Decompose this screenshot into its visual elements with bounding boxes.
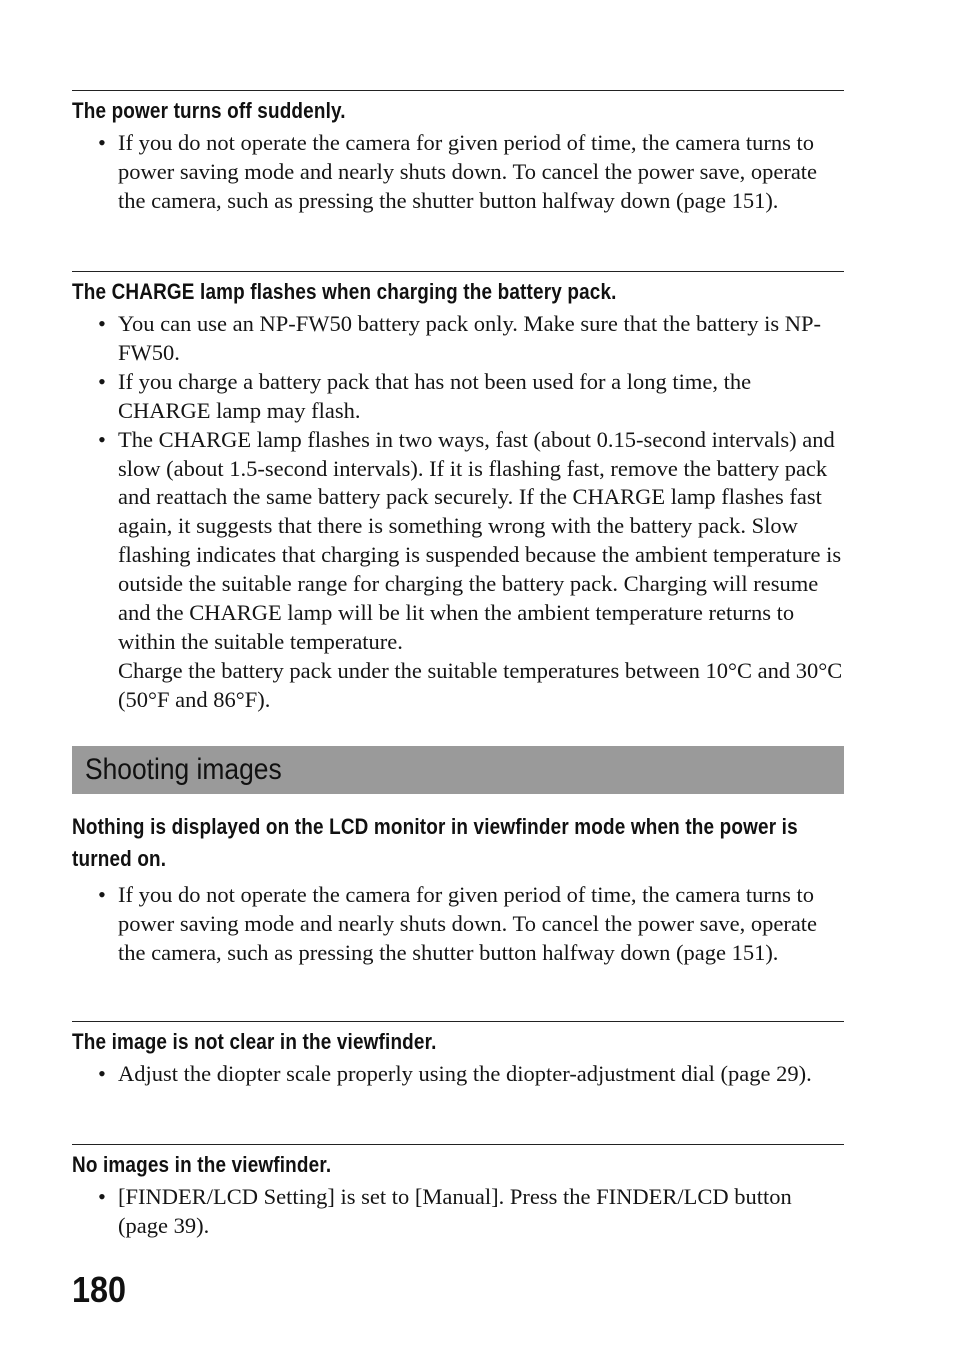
list-item bbox=[72, 1183, 844, 1241]
banner-title: Shooting images bbox=[85, 753, 282, 786]
list-item bbox=[72, 368, 844, 426]
section-charge-lamp bbox=[72, 271, 844, 715]
list-item-text: If you do not operate the camera for given period of time, the camera turns to power saving mode and nearly shuts down. To cancel the power save, operate the camera, such as pressing the shutter button halfway down (page 151). bbox=[118, 130, 818, 213]
list-item-text: [FINDER/LCD Setting] is set to [Manual]. Press the FINDER/LCD button (page 39). bbox=[118, 1184, 792, 1238]
list-item-text: If you do not operate the camera for given period of time, the camera turns to power saving mode and nearly shuts down. To cancel the power save, operate the camera, such as pressing the shutter button halfway down (page 151). bbox=[118, 882, 818, 965]
list-item-text: Adjust the diopter scale properly using the diopter-adjustment dial (page 29). bbox=[118, 1061, 812, 1086]
section-power-off bbox=[72, 90, 844, 216]
bullet-icon: • bbox=[98, 426, 106, 452]
bullet-list bbox=[72, 1183, 844, 1241]
section-lcd-nothing-displayed bbox=[72, 811, 844, 968]
chapter-banner bbox=[72, 746, 844, 794]
section-rule bbox=[72, 90, 844, 91]
bullet-icon: • bbox=[98, 1061, 106, 1086]
list-item bbox=[72, 881, 844, 968]
bullet-list bbox=[72, 881, 844, 968]
list-item-text: The CHARGE lamp flashes in two ways, fast (about 0.15-second intervals) and slow (about 1.5-second intervals). If it is flashing fast, remove the battery pack and reattach the same battery pack securely. If the CHARGE lamp flashes fast again, it suggests that there is something wrong with the battery pack. Slow flashing indicates that charging is suspended because the ambient temperature is outside the suitable range for charging the battery pack. Charging will resume and the CHARGE lamp will be lit when the ambient temperature returns to within the suitable temperature. bbox=[118, 426, 842, 654]
section-heading: The image is not clear in the viewfinder. bbox=[72, 1029, 437, 1054]
list-item bbox=[72, 129, 844, 216]
bullet-icon: • bbox=[98, 882, 106, 907]
list-item-text: You can use an NP-FW50 battery pack only. Make sure that the battery is NP-FW50. bbox=[118, 311, 821, 365]
section-rule bbox=[72, 1144, 844, 1145]
page-number: 180 bbox=[72, 1269, 127, 1310]
list-item-text: If you charge a battery pack that has not been used for a long time, the CHARGE lamp may flash. bbox=[118, 368, 752, 423]
bullet-icon: • bbox=[98, 1184, 106, 1209]
section-heading: The power turns off suddenly. bbox=[72, 98, 346, 123]
bullet-icon: • bbox=[98, 130, 106, 155]
bullet-icon: • bbox=[98, 368, 106, 394]
list-item bbox=[72, 1060, 844, 1089]
list-item-note: Charge the battery pack under the suitable temperatures between 10°C and 30°C (50°F and 86°F). bbox=[118, 657, 843, 712]
bullet-list bbox=[72, 310, 844, 715]
section-rule bbox=[72, 1021, 844, 1022]
bullet-list bbox=[72, 1060, 844, 1089]
section-heading: The CHARGE lamp flashes when charging the battery pack. bbox=[72, 279, 617, 304]
list-item bbox=[72, 310, 844, 368]
section-viewfinder-not-clear bbox=[72, 1021, 844, 1089]
section-heading: Nothing is displayed on the LCD monitor in viewfinder mode when the power is turned on. bbox=[72, 814, 798, 871]
section-heading: No images in the viewfinder. bbox=[72, 1152, 332, 1177]
section-no-images-viewfinder bbox=[72, 1144, 844, 1241]
section-rule bbox=[72, 271, 844, 272]
bullet-icon: • bbox=[98, 311, 106, 336]
list-item bbox=[72, 426, 844, 715]
bullet-list bbox=[72, 129, 844, 216]
